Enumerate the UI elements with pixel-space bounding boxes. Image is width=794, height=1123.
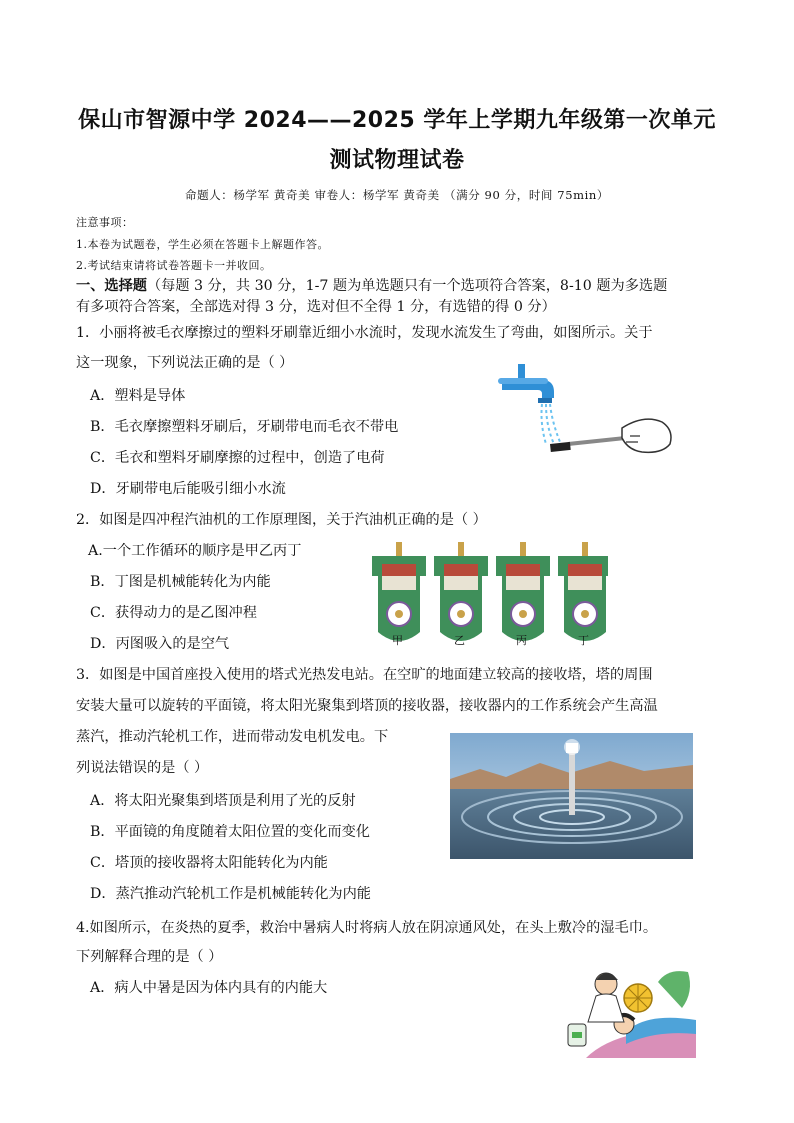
question-1-option-d: D．牙刷带电后能吸引细小水流 [90,481,286,497]
question-1-option-a: A．塑料是导体 [90,388,186,404]
engine-diagram [558,542,608,641]
figure-label-bing: 丙 [516,634,527,647]
question-4-stem: 下列解释合理的是（ ） [76,949,223,965]
notice-item: 2.考试结束请将试卷答题卡一并收回。 [76,259,272,272]
question-2-option-c: C．获得动力的是乙图冲程 [90,605,257,621]
exam-meta: 命题人：杨学军 黄奇美 审卷人：杨学军 黄奇美 （满分 90 分，时间 75min） [184,188,610,202]
question-3-option-d: D．蒸汽推动汽轮机工作是机械能转化为内能 [90,886,371,902]
question-3-option-a: A．将太阳光聚集到塔顶是利用了光的反射 [90,793,356,809]
engine-diagram [496,542,550,641]
question-1-option-c: C．毛衣和塑料牙刷摩擦的过程中，创造了电荷 [90,450,385,466]
question-3-option-b: B．平面镜的角度随着太阳位置的变化而变化 [90,824,370,840]
question-1-stem: 这一现象，下列说法正确的是（ ） [76,355,294,371]
question-4-option-a: A．病人中暑是因为体内具有的内能大 [90,980,328,996]
figure-label-ding: 丁 [578,634,589,647]
solar-tower-photo [450,733,693,859]
section-heading-row [76,275,667,295]
question-1-stem: 1．小丽将被毛衣摩擦过的塑料牙刷靠近细小水流时，发现水流发生了弯曲，如图所示。关于 [76,325,653,341]
engine-diagram [434,542,488,641]
notice-item: 1.本卷为试题卷，学生必须在答题卡上解题作答。 [76,238,329,251]
section-desc-line2: 有多项符合答案，全部选对得 3 分，选对但不全得 1 分，有选错的得 0 分） [76,299,556,315]
question-3-stem: 3．如图是中国首座投入使用的塔式光热发电站。在空旷的地面建立较高的接收塔，塔的周围 [76,667,653,683]
question-2-stem: 2．如图是四冲程汽油机的工作原理图，关于汽油机正确的是（ ） [76,512,487,528]
question-1-option-b: B．毛衣摩擦塑料牙刷后，牙刷带电而毛衣不带电 [90,419,399,435]
figure-label-jia: 甲 [392,634,403,647]
page-title-line1: 保山市智源中学 2024——2025 学年上学期九年级第一次单元 [78,108,716,133]
question-2-option-b: B．丁图是机械能转化为内能 [90,574,271,590]
section-desc: （每题 3 分，共 30 分，1-7 题为单选题只有一个选项符合答案，8-10 题为多选题 [146,278,668,294]
question-4-stem: 4.如图所示，在炎热的夏季，救治中暑病人时将病人放在阴凉通风处，在头上敷冷的湿毛巾。 [76,920,658,936]
page-title-line2: 测试物理试卷 [329,148,465,173]
engine-diagram [372,542,426,641]
question-3-stem: 蒸汽，推动汽轮机工作，进而带动发电机发电。下 [76,729,389,745]
engine-strokes-figure [368,540,608,655]
heatstroke-illustration [566,962,701,1060]
question-2-option-a: A.一个工作循环的顺序是甲乙丙丁 [88,543,302,559]
section-heading: 一、选择题 [76,278,147,294]
notice-heading: 注意事项： [76,216,134,229]
question-3-option-c: C．塔顶的接收器将太阳能转化为内能 [90,855,328,871]
question-3-stem: 安装大量可以旋转的平面镜，将太阳光聚集到塔顶的接收器，接收器内的工作系统会产生高温 [76,698,658,714]
question-3-stem: 列说法错误的是（ ） [76,760,209,776]
figure-label-yi: 乙 [454,634,465,647]
question-2-option-d: D．丙图吸入的是空气 [90,636,230,652]
faucet-toothbrush-figure [494,360,684,460]
